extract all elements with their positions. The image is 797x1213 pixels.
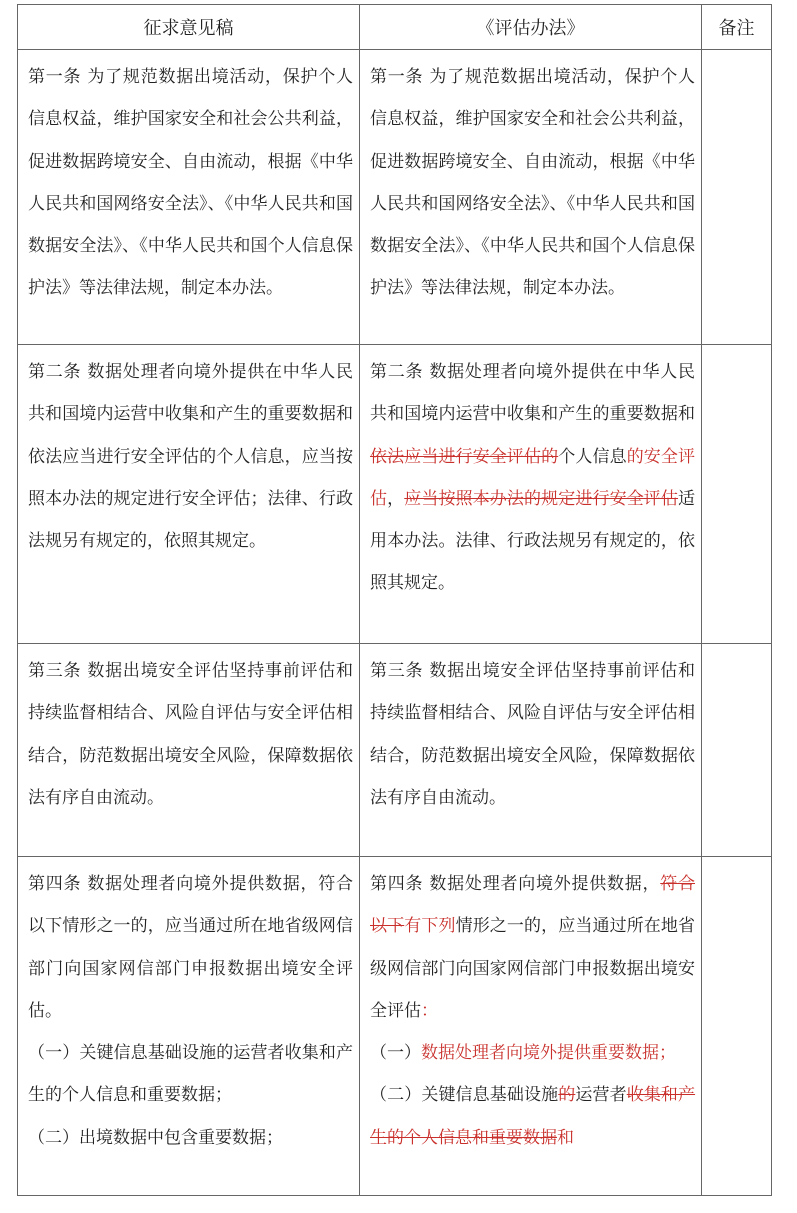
clause-paragraph	[370, 351, 695, 605]
deleted-text: 依法应当进行安全评估的	[370, 446, 559, 467]
clause-text: ，	[387, 488, 405, 509]
clause-text: 第二条 数据处理者向境外提供在中华人民共和国境内运营中收集和产生的重要数据和依法应当进行安全评估的个人信息，应当按照本办法的规定进行安全评估；法律、行政法规另有规定的，依照其规定。	[28, 362, 353, 552]
table-row	[18, 345, 772, 644]
clause-text: （二）出境数据中包含重要数据；	[28, 1127, 283, 1148]
header-draft: 征求意见稿	[18, 5, 360, 50]
final-cell	[360, 644, 702, 857]
clause-text: 适用本办法。法律、行政法规另有规定的，依照其规定。	[370, 488, 696, 594]
deleted-text: 的	[558, 1085, 576, 1106]
clause-paragraph	[28, 1032, 353, 1117]
note-cell	[702, 644, 772, 857]
deleted-text: 应当按照本办法的规定进行安全评估	[404, 488, 679, 509]
clause-paragraph	[28, 1117, 353, 1159]
clause-paragraph	[370, 1074, 695, 1159]
clause-text: 第三条 数据出境安全评估坚持事前评估和持续监督相结合、风险自评估与安全评估相结合，防范数据出境安全风险，保障数据依法有序自由流动。	[370, 661, 695, 808]
header-note: 备注	[702, 5, 772, 50]
clause-text: 情形之一的，应当通过所在地省级网信部门向国家网信部门申报数据出境安全评估	[370, 916, 696, 1021]
inserted-text: 的安全评估	[370, 446, 696, 509]
clause-paragraph	[370, 1032, 695, 1074]
final-cell	[360, 50, 702, 345]
draft-cell	[18, 50, 360, 345]
clause-text: 第四条 数据处理者向境外提供数据，符合以下情形之一的，应当通过所在地省级网信部门向国家网信部门申报数据出境安全评估。	[28, 874, 353, 1021]
inserted-text: 有下列	[404, 916, 456, 937]
clause-text: 第一条 为了规范数据出境活动，保护个人信息权益，维护国家安全和社会公共利益，促进数据跨境安全、自由流动，根据《中华人民共和国网络安全法》、《中华人民共和国数据安全法》、《中华人民共和国个人信息保护法》等法律法规，制定本办法。	[370, 67, 695, 299]
clause-text: 第二条 数据处理者向境外提供在中华人民共和国境内运营中收集和产生的重要数据和	[370, 362, 695, 425]
clause-text: 第一条 为了规范数据出境活动，保护个人信息权益，维护国家安全和社会公共利益，促进数据跨境安全、自由流动，根据《中华人民共和国网络安全法》、《中华人民共和国数据安全法》、《中华人民共和国个人信息保护法》等法律法规，制定本办法。	[28, 67, 353, 299]
clause-text: 第四条 数据处理者向境外提供数据，	[370, 874, 661, 894]
clause-text: （二）关键信息基础设施	[370, 1085, 559, 1106]
clause-paragraph	[370, 650, 695, 819]
clause-paragraph	[370, 863, 695, 1032]
header-row	[18, 5, 772, 50]
deleted-text: 符合以下	[370, 874, 696, 937]
clause-text: 运营者	[575, 1085, 627, 1106]
clause-text: 个人信息	[558, 446, 627, 467]
inserted-text: 和	[557, 1127, 574, 1148]
header-final: 《评估办法》	[360, 5, 702, 50]
clause-text: （一）	[370, 1043, 421, 1064]
clause-text: 第三条 数据出境安全评估坚持事前评估和持续监督相结合、风险自评估与安全评估相结合，防范数据出境安全风险，保障数据依法有序自由流动。	[28, 661, 353, 808]
draft-cell	[18, 857, 360, 1196]
table-row	[18, 50, 772, 345]
note-cell	[702, 345, 772, 644]
clause-paragraph	[370, 56, 695, 310]
note-cell	[702, 50, 772, 345]
table-row	[18, 857, 772, 1196]
note-cell	[702, 857, 772, 1196]
inserted-text: 数据处理者向境外提供重要数据；	[421, 1043, 676, 1064]
deleted-text: 收集和产生的个人信息和重要数据	[370, 1085, 696, 1148]
table-row	[18, 644, 772, 857]
comparison-table	[17, 4, 772, 1196]
clause-paragraph	[28, 351, 353, 562]
draft-cell	[18, 644, 360, 857]
clause-paragraph	[28, 863, 353, 1032]
final-cell	[360, 345, 702, 644]
draft-cell	[18, 345, 360, 644]
clause-paragraph	[28, 56, 353, 310]
final-cell	[360, 857, 702, 1196]
clause-text: （一）关键信息基础设施的运营者收集和产生的个人信息和重要数据；	[28, 1043, 353, 1106]
inserted-text: ：	[421, 1000, 438, 1021]
clause-paragraph	[28, 650, 353, 819]
